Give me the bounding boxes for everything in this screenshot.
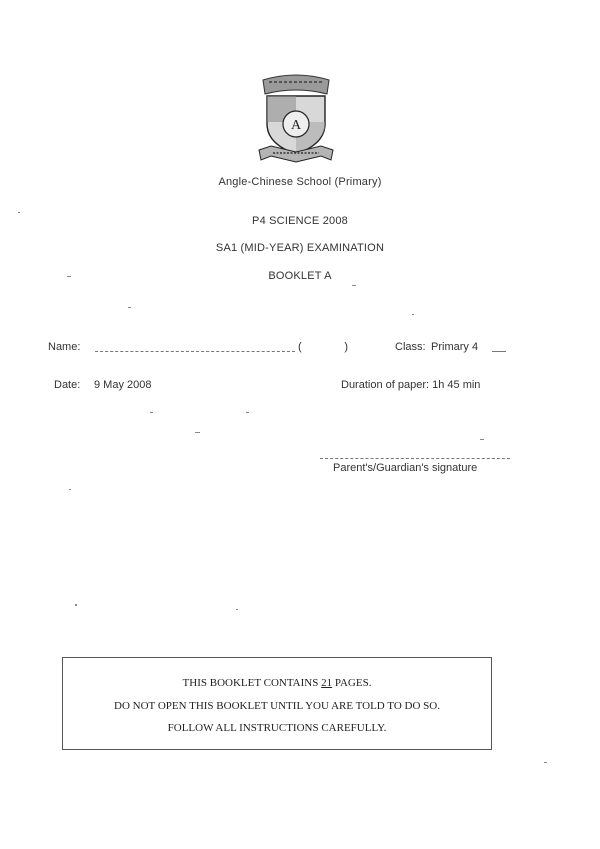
class-label: Class: — [395, 341, 426, 353]
instructions-box — [62, 657, 492, 750]
date-label: Date: — [54, 379, 81, 391]
exam-title: SA1 (MID-YEAR) EXAMINATION — [215, 242, 385, 254]
register-number-field[interactable] — [298, 341, 348, 353]
date-value: 9 May 2008 — [94, 379, 152, 391]
scan-speck — [67, 276, 71, 277]
scan-speck — [352, 285, 356, 286]
class-suffix-field[interactable] — [492, 351, 506, 352]
scan-speck — [128, 307, 131, 308]
school-crest-icon — [255, 72, 337, 167]
scan-speck — [480, 439, 484, 440]
duration-text: Duration of paper: 1h 45 min — [341, 379, 481, 391]
do-not-open-line: DO NOT OPEN THIS BOOKLET UNTIL YOU ARE TOLD TO DO SO. — [114, 700, 440, 712]
scan-speck — [75, 604, 77, 606]
scan-speck — [150, 412, 153, 413]
name-label: Name: — [48, 341, 81, 353]
page-count-suffix: PAGES. — [332, 677, 372, 689]
scan-speck — [18, 212, 20, 213]
school-name: Angle-Chinese School (Primary) — [218, 176, 382, 188]
signature-label: Parent's/Guardian's signature — [333, 462, 478, 474]
scan-speck — [195, 432, 200, 433]
page-count: 21 — [321, 677, 333, 689]
svg-text:A: A — [290, 118, 302, 133]
page-count-line — [63, 677, 491, 689]
exam-subject: P4 SCIENCE 2008 — [252, 215, 348, 227]
signature-field[interactable] — [320, 458, 510, 459]
paren-open: ( — [298, 341, 302, 353]
scan-speck — [246, 412, 249, 413]
follow-instructions-line: FOLLOW ALL INSTRUCTIONS CAREFULLY. — [167, 722, 387, 734]
scan-speck — [236, 609, 238, 610]
booklet-label: BOOKLET A — [268, 270, 332, 282]
name-field[interactable] — [95, 351, 295, 352]
scan-speck — [544, 762, 547, 763]
class-value: Primary 4 — [431, 341, 479, 353]
scan-speck — [412, 314, 414, 315]
paren-close: ) — [344, 341, 348, 353]
page-count-prefix: THIS BOOKLET CONTAINS — [182, 677, 322, 689]
scan-speck — [69, 489, 71, 490]
